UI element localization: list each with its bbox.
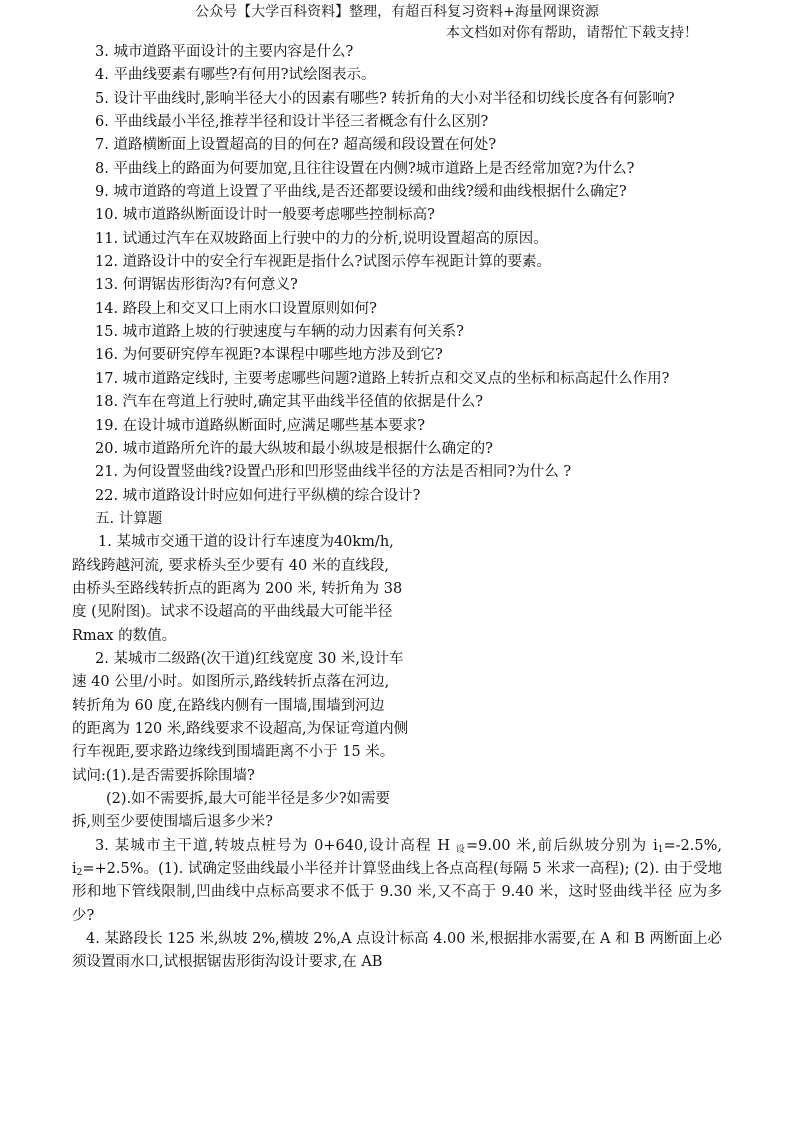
question-14: 14. 路段上和交叉口上雨水口设置原则如何? (95, 300, 377, 317)
problem-4: 4. 某路段长 125 米,纵坡 2%,横坡 2%,A 点设计标高 4.00 米,根据排水需要,在 A 和 B 两断面上必须设置雨水口,试根据锯齿形街沟设计要求,在 AB (72, 931, 722, 971)
problem-1-line: 1. 某城市交通干道的设计行车速度为40km/h, (98, 534, 394, 551)
question-16: 16. 为何要研究停车视距?本课程中哪些地方涉及到它? (95, 347, 443, 364)
problem-1-line: 由桥头至路线转折点的距离为 200 米, 转折角为 38 (72, 580, 403, 597)
problem-2-line: 试问:(1).是否需要拆除围墙? (72, 767, 255, 784)
problem-1-line: 度 (见附图)。试求不设超高的平曲线最大可能半径 (72, 604, 393, 621)
question-11: 11. 试通过汽车在双坡路面上行驶中的力的分析,说明设置超高的原因。 (95, 230, 548, 247)
document-body (72, 41, 722, 975)
question-10: 10. 城市道路纵断面设计时一般要考虑哪些控制标高? (95, 207, 435, 224)
problem-3 (72, 835, 722, 928)
question-5: 5. 设计平曲线时,影响半径大小的因素有哪些? 转折角的大小对半径和切线长度各有何影响? (95, 90, 675, 107)
question-18: 18. 汽车在弯道上行驶时,确定其平曲线半径值的依据是什么? (95, 394, 484, 411)
question-6: 6. 平曲线最小半径,推荐半径和设计半径三者概念有什么区别? (95, 114, 489, 131)
problem-2-line: 2. 某城市二级路(次干道)红线宽度 30 米,设计车 (95, 650, 404, 667)
subscript-design: 设 (455, 844, 467, 855)
problem-3-text: i (72, 861, 77, 878)
problem-3-text: =+2.5%。(1). 试确定竖曲线最小半径并计算竖曲线上各点高程(每隔 5 米求一高程); (2). 由于受地形和地下管线限制,凹曲线中点标高要求不低于 9.30 米,又不高于 9.40 米，这时竖曲线半径 应为多少? (72, 861, 722, 924)
header-top-line: 公众号【大学百科资料】整理，有超百科复习资料+海量网课资源 (195, 4, 599, 20)
problem-2-line: 行车视距,要求路边缘线到围墙距离不小于 15 米。 (72, 744, 395, 761)
problem-1 (72, 531, 722, 648)
question-21: 21. 为何设置竖曲线?设置凸形和凹形竖曲线半径的方法是否相同?为什么 ? (95, 464, 572, 481)
subscript-2: 2 (76, 868, 83, 879)
question-13: 13. 何谓锯齿形街沟?有何意义? (95, 277, 298, 294)
problem-2-line: (2).如不需要拆,最大可能半径是多少?如需要 (106, 791, 391, 807)
problem-2-line: 速 40 公里/小时。如图所示,路线转折点落在河边, (72, 674, 390, 691)
problem-1-line: Rmax 的数值。 (72, 627, 177, 644)
question-3: 3. 城市道路平面设计的主要内容是什么? (95, 44, 354, 60)
question-7: 7. 道路横断面上设置超高的目的何在? 超高缓和段设置在何处? (95, 137, 497, 154)
question-17: 17. 城市道路定线时, 主要考虑哪些问题?道路上转折点和交叉点的坐标和标高起什么作用? (95, 370, 670, 387)
problem-3-text: =9.00 米,前后纵坡分别为 i (466, 837, 658, 854)
problem-3-text: =-2.5%, (663, 837, 722, 854)
subscript-1: 1 (657, 844, 664, 855)
question-9: 9. 城市道路的弯道上设置了平曲线,是否还都要设缓和曲线?缓和曲线根据什么确定? (95, 184, 627, 201)
section-title: 五. 计算题 (95, 510, 163, 527)
question-12: 12. 道路设计中的安全行车视距是指什么?试图示停车视距计算的要素。 (95, 254, 551, 271)
problem-2-line: 拆,则至少要使围墙后退多少米? (72, 814, 273, 831)
question-19: 19. 在设计城市道路纵断面时,应满足哪些基本要求? (95, 417, 426, 434)
problem-2-line: 的距离为 120 米,路线要求不设超高,为保证弯道内侧 (72, 720, 409, 737)
header-support-line: 本文档如对你有帮助，请帮忙下载支持！ (446, 25, 698, 41)
question-15: 15. 城市道路上坡的行驶速度与车辆的动力因素有何关系? (95, 324, 464, 341)
problem-2 (72, 648, 722, 835)
question-8: 8. 平曲线上的路面为何要加宽,且往往设置在内侧?城市道路上是否经常加宽?为什么? (95, 160, 635, 177)
question-22: 22. 城市道路设计时应如何进行平纵横的综合设计? (95, 487, 421, 504)
problem-3-text: 3. 某城市主干道,转坡点桩号为 0+640,设计高程 H (95, 837, 456, 854)
problem-1-line: 路线跨越河流, 要求桥头至少要有 40 米的直线段, (72, 557, 389, 574)
question-4: 4. 平曲线要素有哪些?有何用?试绘图表示。 (95, 67, 376, 84)
problem-2-line: 转折角为 60 度,在路线内侧有一围墙,围墙到河边 (72, 697, 385, 714)
question-20: 20. 城市道路所允许的最大纵坡和最小纵坡是根据什么确定的? (95, 440, 493, 457)
